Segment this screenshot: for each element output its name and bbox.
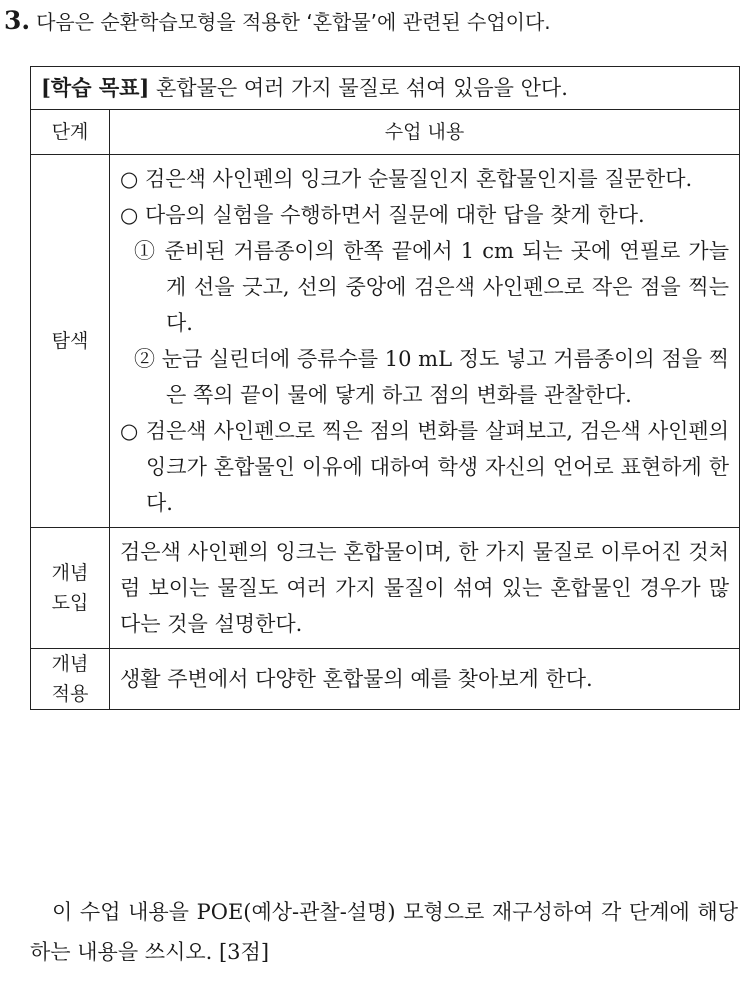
header-row — [31, 109, 739, 154]
explore-bullet-2: ○ 다음의 실험을 수행하면서 질문에 대한 답을 찾게 한다. — [120, 203, 645, 227]
application-label-line-2: 적용 — [51, 683, 89, 705]
introduction-label-line-1: 개념 — [51, 562, 89, 584]
prompt-text: 이 수업 내용을 POE(예상-관찰-설명) 모형으로 재구성하여 각 단계에 해당하는 내용을 쓰시오. [3점] — [30, 900, 738, 964]
question-text: 다음은 순환학습모형을 적용한 ‘혼합물’에 관련된 수업이다. — [36, 10, 551, 34]
lesson-table — [30, 66, 740, 710]
header-content: 수업 내용 — [384, 121, 465, 143]
learning-goal — [31, 67, 578, 109]
introduction-label-line-2: 도입 — [51, 592, 89, 614]
goal-row — [31, 67, 739, 109]
stage-row-explore — [31, 154, 739, 527]
stage-label-application — [31, 649, 110, 709]
stage-content-explore — [110, 155, 739, 527]
explore-bullet-3: ○ 검은색 사인펜으로 찍은 점의 변화를 살펴보고, 검은색 사인펜의 잉크가 혼합물인 이유에 대하여 학생 자신의 언어로 표현하게 한다. — [120, 419, 729, 515]
stage-content-application — [110, 649, 739, 709]
question-header — [4, 6, 739, 37]
explore-step-1: ① 준비된 거름종이의 한쪽 끝에서 1 cm 되는 곳에 연필로 가늘게 선을 긋고, 선의 중앙에 검은색 사인펜으로 작은 점을 찍는다. — [134, 239, 729, 335]
stage-row-introduction — [31, 527, 739, 648]
goal-label: [학습 목표] — [41, 75, 150, 100]
header-stage: 단계 — [31, 110, 110, 154]
stage-row-application — [31, 648, 739, 709]
question-prompt — [30, 892, 738, 972]
goal-text: 혼합물은 여러 가지 물질로 섞여 있음을 안다. — [156, 76, 568, 100]
explore-step-2: ② 눈금 실린더에 증류수를 10 mL 정도 넣고 거름종이의 점을 찍은 쪽의 끝이 물에 닿게 하고 점의 변화를 관찰한다. — [134, 347, 729, 407]
stage-label-introduction — [31, 528, 110, 648]
application-label-line-1: 개념 — [51, 653, 89, 675]
stage-label-explore: 탐색 — [31, 155, 110, 527]
explore-bullet-1: ○ 검은색 사인펜의 잉크가 순물질인지 혼합물인지를 질문한다. — [120, 167, 693, 191]
stage-content-introduction: 검은색 사인펜의 잉크는 혼합물이며, 한 가지 물질로 이루어진 것처럼 보이는 물질도 여러 가지 물질이 섞여 있는 혼합물인 경우가 많다는 것을 설명한다. — [120, 540, 729, 636]
application-text: 생활 주변에서 다양한 혼합물의 예를 찾아보게 한다. — [120, 667, 593, 691]
question-number: 3. — [4, 6, 31, 35]
